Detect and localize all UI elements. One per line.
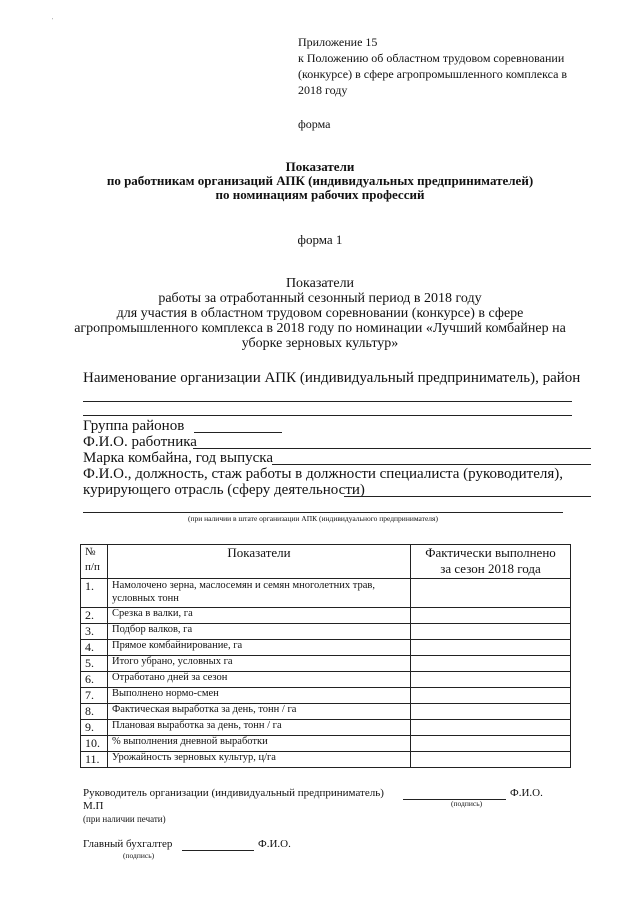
row-value[interactable] bbox=[411, 579, 571, 608]
table-row bbox=[81, 640, 571, 656]
appendix-line-2: к Положению об областном трудовом соревновании bbox=[298, 51, 565, 65]
row-label: Срезка в валки, га bbox=[108, 608, 411, 624]
row-value[interactable] bbox=[411, 624, 571, 640]
table-row bbox=[81, 704, 571, 720]
mp-note: (при наличии печати) bbox=[83, 814, 166, 824]
row-value[interactable] bbox=[411, 640, 571, 656]
subtitle-line-4: агропромышленного комплекса в 2018 году по номинации «Лучший комбайнер на bbox=[74, 321, 566, 336]
row-num: 5. bbox=[81, 656, 108, 672]
heading-line-3: по номинациям рабочих профессий bbox=[215, 187, 425, 202]
row-label: Плановая выработка за день, тонн / га bbox=[108, 720, 411, 736]
row-value[interactable] bbox=[411, 752, 571, 768]
org-name-label: Наименование организации АПК (индивидуальный предприниматель), район bbox=[83, 370, 581, 386]
worker-name-field[interactable] bbox=[193, 448, 591, 449]
row-value[interactable] bbox=[411, 688, 571, 704]
row-num: 11. bbox=[81, 752, 108, 768]
heading-line-2: по работникам организаций АПК (индивидуальных предпринимателей) bbox=[106, 173, 534, 188]
appendix-block bbox=[298, 34, 567, 132]
header-num-1: № bbox=[85, 546, 96, 558]
header-num bbox=[81, 545, 108, 579]
accountant-signature-field[interactable] bbox=[182, 850, 254, 851]
district-group-field[interactable] bbox=[194, 432, 282, 433]
head-signature-label: Руководитель организации (индивидуальный предприниматель) bbox=[83, 787, 384, 799]
subtitle-line-3: для участия в областном трудовом соревновании (конкурсе) в сфере bbox=[116, 306, 524, 321]
row-num: 2. bbox=[81, 608, 108, 624]
header-fact-2: за сезон 2018 года bbox=[440, 561, 541, 576]
head-podpis: (подпись) bbox=[451, 799, 483, 808]
row-label: Прямое комбайнирование, га bbox=[108, 640, 411, 656]
row-label: % выполнения дневной выработки bbox=[108, 736, 411, 752]
row-num: 6. bbox=[81, 672, 108, 688]
header-num-2: п/п bbox=[85, 561, 100, 573]
specialist-label-1: Ф.И.О., должность, стаж работы в должности специалиста (руководителя), bbox=[83, 466, 564, 482]
org-name-line-2[interactable] bbox=[83, 415, 572, 416]
mp-label: М.П bbox=[83, 800, 104, 812]
row-label: Итого убрано, условных га bbox=[108, 656, 411, 672]
accountant-fio: Ф.И.О. bbox=[258, 838, 291, 850]
appendix-forma: форма bbox=[298, 117, 331, 131]
org-name-line-1[interactable] bbox=[83, 401, 572, 402]
appendix-line-1: Приложение 15 bbox=[298, 35, 378, 49]
subtitle-line-2: работы за отработанный сезонный период в 2018 году bbox=[158, 291, 482, 306]
table-row bbox=[81, 608, 571, 624]
row-num: 9. bbox=[81, 720, 108, 736]
header-fact-1: Фактически выполнено bbox=[425, 545, 556, 560]
accountant-podpis: (подпись) bbox=[123, 851, 155, 860]
table-header-row bbox=[81, 545, 571, 579]
subtitle-line-5: уборке зерновых культур» bbox=[241, 336, 399, 351]
specialist-field-2[interactable] bbox=[83, 512, 563, 513]
row-label: Выполнено нормо-смен bbox=[108, 688, 411, 704]
row-value[interactable] bbox=[411, 720, 571, 736]
row-value[interactable] bbox=[411, 608, 571, 624]
row-label: Отработано дней за сезон bbox=[108, 672, 411, 688]
worker-name-label: Ф.И.О. работника bbox=[83, 434, 197, 450]
combine-brand-field[interactable] bbox=[272, 464, 591, 465]
heading-line-1: Показатели bbox=[285, 159, 355, 174]
row-value[interactable] bbox=[411, 672, 571, 688]
specialist-note: (при наличии в штате организации АПК (индивидуального предпринимателя) bbox=[188, 514, 438, 523]
table-row bbox=[81, 624, 571, 640]
scan-mark: ' bbox=[52, 18, 54, 24]
row-num: 1. bbox=[81, 579, 108, 608]
specialist-field[interactable] bbox=[344, 496, 591, 497]
specialist-label-2: курирующего отрасль (сферу деятельности) bbox=[83, 482, 365, 498]
table-row bbox=[81, 672, 571, 688]
table-row bbox=[81, 656, 571, 672]
row-value[interactable] bbox=[411, 704, 571, 720]
row-num: 3. bbox=[81, 624, 108, 640]
table-row bbox=[81, 752, 571, 768]
district-group-label: Группа районов bbox=[83, 418, 185, 434]
table-row bbox=[81, 720, 571, 736]
row-num: 7. bbox=[81, 688, 108, 704]
header-indicator: Показатели bbox=[108, 545, 411, 579]
combine-brand-label: Марка комбайна, год выпуска bbox=[83, 450, 273, 466]
row-num: 4. bbox=[81, 640, 108, 656]
accountant-label: Главный бухгалтер bbox=[83, 838, 173, 850]
row-label: Урожайность зерновых культур, ц/га bbox=[108, 752, 411, 768]
appendix-line-4: 2018 году bbox=[298, 83, 348, 97]
appendix-line-3: (конкурсе) в сфере агропромышленного комплекса в bbox=[298, 67, 568, 81]
header-fact bbox=[411, 545, 571, 579]
row-value[interactable] bbox=[411, 736, 571, 752]
row-label: Фактическая выработка за день, тонн / га bbox=[108, 704, 411, 720]
row-value[interactable] bbox=[411, 656, 571, 672]
row-label: Намолочено зерна, маслосемян и семян многолетних трав, условных тонн bbox=[108, 579, 411, 608]
form-label: форма 1 bbox=[297, 232, 343, 247]
row-label: Подбор валков, га bbox=[108, 624, 411, 640]
indicators-table bbox=[80, 544, 571, 768]
subtitle-line-1: Показатели bbox=[285, 276, 355, 291]
table-row bbox=[81, 688, 571, 704]
row-num: 8. bbox=[81, 704, 108, 720]
head-fio: Ф.И.О. bbox=[510, 787, 543, 799]
row-num: 10. bbox=[81, 736, 108, 752]
table-row bbox=[81, 579, 571, 608]
table-row bbox=[81, 736, 571, 752]
